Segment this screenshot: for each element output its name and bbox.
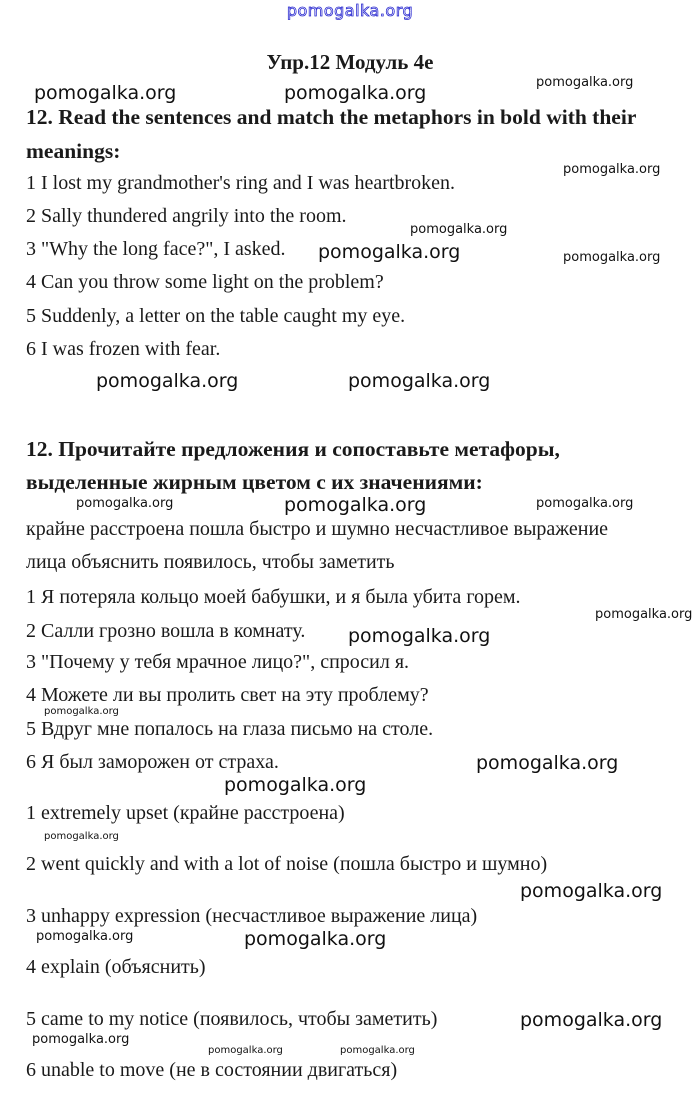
watermark: pomogalka.org bbox=[348, 370, 491, 392]
russian-sentence: 2 Салли грозно вошла в комнату. bbox=[26, 620, 306, 642]
watermark: pomogalka.org bbox=[410, 222, 508, 237]
answer: 3 unhappy expression (несчастливое выражение лица) bbox=[26, 905, 478, 927]
watermark: pomogalka.org bbox=[96, 370, 239, 392]
english-sentence: 4 Can you throw some light on the problem? bbox=[26, 271, 384, 293]
site-watermark-header[interactable]: pomogalka.org bbox=[286, 1, 414, 20]
watermark: pomogalka.org bbox=[563, 250, 661, 265]
watermark: pomogalka.org bbox=[244, 928, 387, 950]
watermark: pomogalka.org bbox=[76, 496, 174, 511]
watermark: pomogalka.org bbox=[284, 494, 427, 516]
watermark: pomogalka.org bbox=[520, 880, 663, 902]
watermark: pomogalka.org bbox=[224, 774, 367, 796]
watermark: pomogalka.org bbox=[595, 607, 693, 622]
english-sentence: 3 "Why the long face?", I asked. bbox=[26, 238, 286, 260]
watermark: pomogalka.org bbox=[340, 1045, 415, 1056]
russian-sentence: 6 Я был заморожен от страха. bbox=[26, 751, 279, 773]
watermark: pomogalka.org bbox=[348, 625, 491, 647]
russian-heading-line-1: 12. Прочитайте предложения и сопоставьте метафоры, bbox=[26, 437, 560, 461]
watermark: pomogalka.org bbox=[536, 75, 634, 90]
answer: 4 explain (объяснить) bbox=[26, 956, 206, 978]
watermark: pomogalka.org bbox=[476, 752, 619, 774]
answer: 6 unable to move (не в состоянии двигаться) bbox=[26, 1059, 398, 1081]
watermark: pomogalka.org bbox=[520, 1009, 663, 1031]
english-heading-line-1: 12. Read the sentences and match the metaphors in bold with their bbox=[26, 105, 637, 129]
answer: 2 went quickly and with a lot of noise (пошла быстро и шумно) bbox=[26, 853, 548, 875]
russian-sentence: 3 "Почему у тебя мрачное лицо?", спросил я. bbox=[26, 651, 410, 673]
watermark: pomogalka.org bbox=[44, 831, 119, 842]
russian-sentence: 4 Можете ли вы пролить свет на эту проблему? bbox=[26, 684, 429, 706]
answer: 5 came to my notice (появилось, чтобы заметить) bbox=[26, 1008, 438, 1030]
watermark: pomogalka.org bbox=[44, 706, 119, 717]
watermark: pomogalka.org bbox=[536, 496, 634, 511]
word-list-line-1: крайне расстроена пошла быстро и шумно несчастливое выражение bbox=[26, 518, 609, 540]
answer: 1 extremely upset (крайне расстроена) bbox=[26, 802, 345, 824]
word-list-line-2: лица объяснить появилось, чтобы заметить bbox=[26, 551, 395, 573]
watermark: pomogalka.org bbox=[34, 82, 177, 104]
english-sentence: 2 Sally thundered angrily into the room. bbox=[26, 205, 347, 227]
english-sentence: 1 I lost my grandmother's ring and I was heartbroken. bbox=[26, 172, 456, 194]
english-heading-line-2: meanings: bbox=[26, 139, 121, 163]
russian-sentence: 1 Я потеряла кольцо моей бабушки, и я была убита горем. bbox=[26, 586, 521, 608]
watermark: pomogalka.org bbox=[563, 162, 661, 177]
russian-sentence: 5 Вдруг мне попалось на глаза письмо на столе. bbox=[26, 718, 434, 740]
watermark: pomogalka.org bbox=[36, 929, 134, 944]
english-sentence: 5 Suddenly, a letter on the table caught my eye. bbox=[26, 305, 406, 327]
watermark: pomogalka.org bbox=[318, 241, 461, 263]
watermark: pomogalka.org bbox=[32, 1032, 130, 1047]
russian-heading-line-2: выделенные жирным цветом с их значениями: bbox=[26, 470, 483, 494]
watermark: pomogalka.org bbox=[208, 1045, 283, 1056]
english-sentence: 6 I was frozen with fear. bbox=[26, 338, 221, 360]
watermark: pomogalka.org bbox=[284, 82, 427, 104]
page-title: Упр.12 Модуль 4е bbox=[266, 50, 434, 74]
